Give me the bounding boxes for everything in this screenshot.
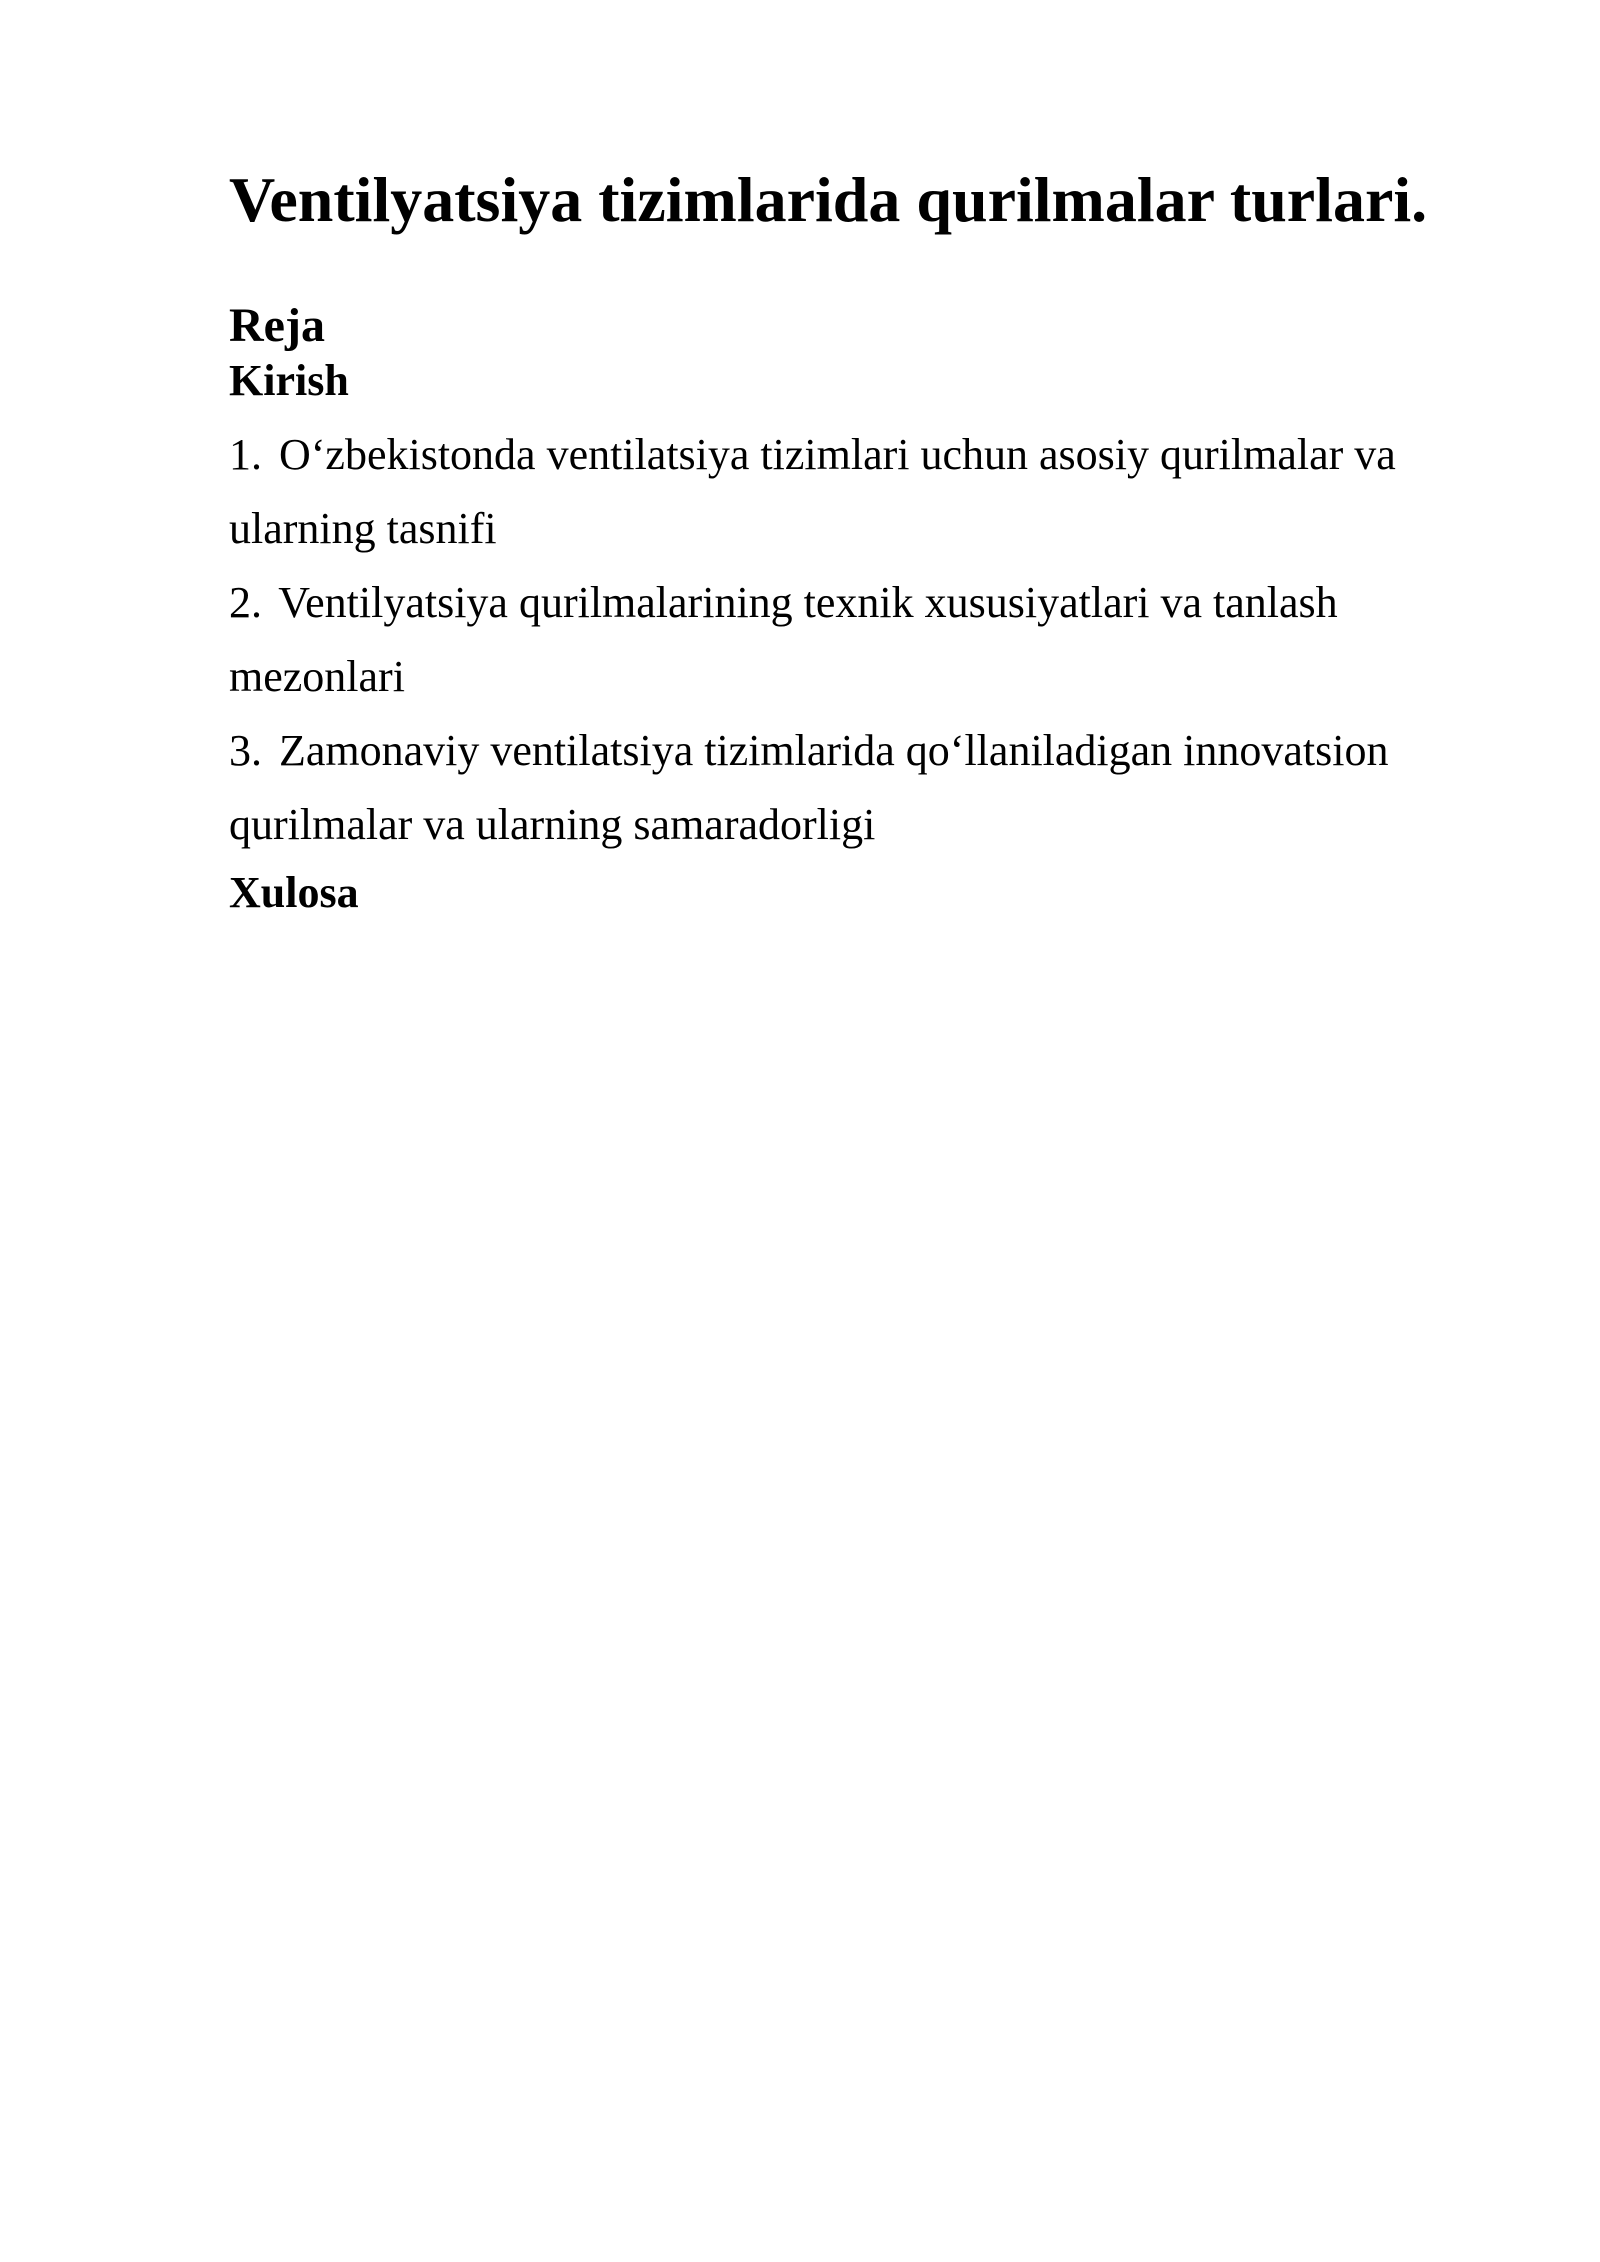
plan-item-1 <box>229 418 1469 566</box>
plan-item-number: 1. <box>229 430 262 479</box>
plan-list <box>229 418 1469 862</box>
plan-item-number: 2. <box>229 578 262 627</box>
plan-item-2 <box>229 566 1469 714</box>
intro-label: Kirish <box>229 356 349 405</box>
plan-item-text: O‘zbekistonda ventilatsiya tizimlari uchun asosiy qurilmalar va ularning tasnifi <box>229 430 1396 553</box>
document-title: Ventilyatsiya tizimlarida qurilmalar turlari. <box>229 164 1428 235</box>
plan-item-number: 3. <box>229 726 262 775</box>
plan-item-text: Ventilyatsiya qurilmalarining texnik xususiyatlari va tanlash mezonlari <box>229 578 1338 701</box>
plan-heading: Reja <box>229 299 325 352</box>
plan-item-3 <box>229 714 1469 862</box>
plan-item-text: Zamonaviy ventilatsiya tizimlarida qo‘llaniladigan innovatsion qurilmalar va ularning samaradorligi <box>229 726 1389 849</box>
conclusion-label: Xulosa <box>229 868 359 917</box>
document-content <box>229 160 1469 920</box>
